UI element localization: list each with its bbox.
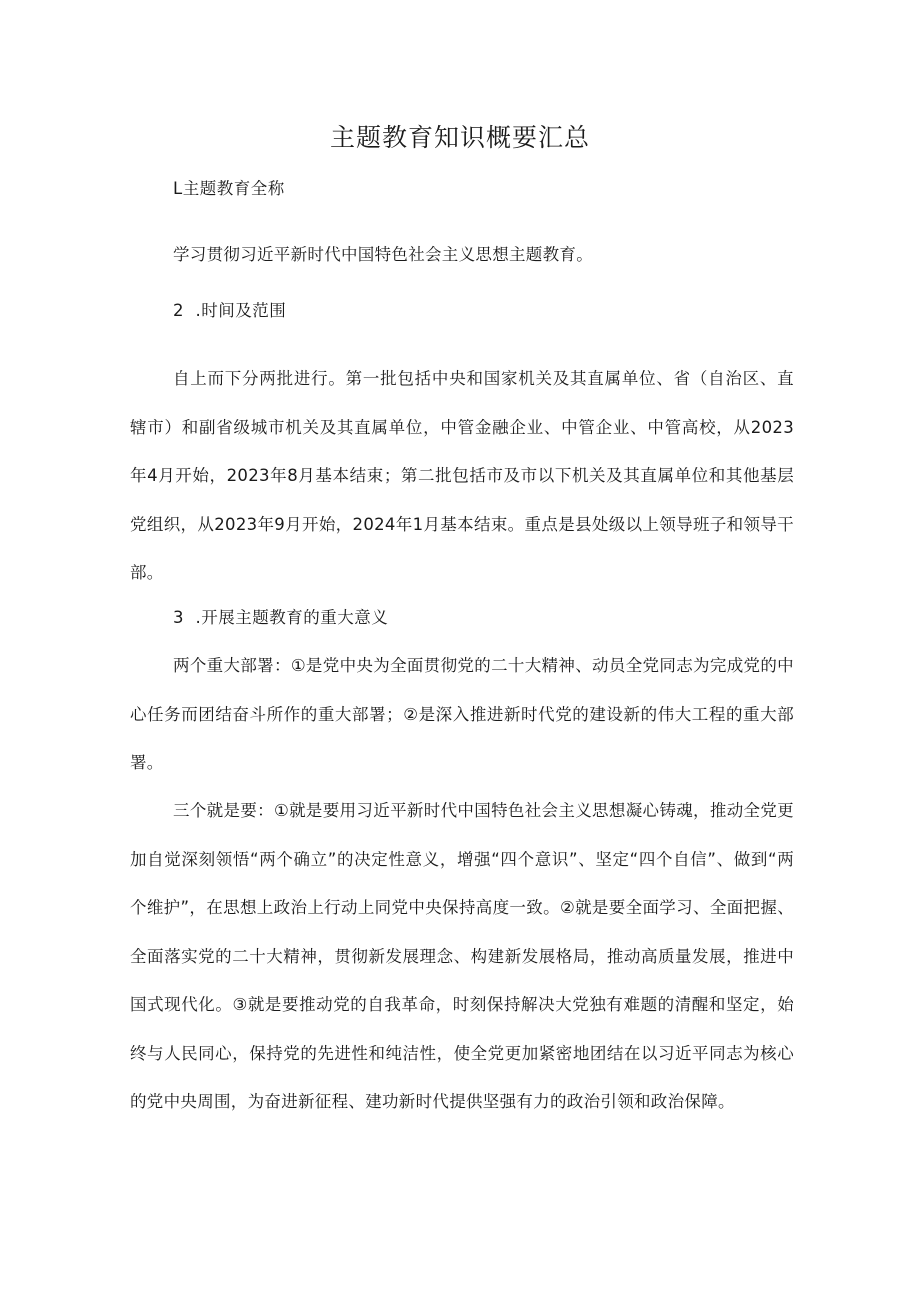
- section-heading-3: 3 .开展主题教育的重大意义: [173, 608, 389, 627]
- section-1-paragraph-1: 学习贯彻习近平新时代中国特色社会主义思想主题教育。: [173, 245, 593, 264]
- section-3-paragraph-1: 两个重大部署：①是党中央为全面贯彻党的二十大精神、动员全党同志为完成党的中心任务而团结奋斗所作的重大部署；②是深入推进新时代党的建设新的伟大工程的重大部署。: [130, 656, 794, 772]
- section-3-paragraph-2: 三个就是要：①就是要用习近平新时代中国特色社会主义思想凝心铸魂，推动全党更加自觉深刻领悟“两个确立”的决定性意义，增强“四个意识”、坚定“四个自信”、做到“两个维护”，在思想上政治上行动上同党中央保持高度一致。②就是要全面学习、全面把握、全面落实党的二十大精神，贯彻新发展理念、构建新发展格局，推动高质量发展，推进中国式现代化。③就是要推动党的自我革命，时刻保持解决大党独有难题的清醒和坚定，始终与人民同心，保持党的先进性和纯洁性，使全党更加紧密地团结在以习近平同志为核心的党中央周围，为奋进新征程、建功新时代提供坚强有力的政治引领和政治保障。: [130, 801, 794, 1111]
- section-2-paragraph-1: 自上而下分两批进行。第一批包括中央和国家机关及其直属单位、省（自治区、直辖市）和副省级城市机关及其直属单位，中管金融企业、中管企业、中管高校，从2023年4月开始，2023年8月基本结束；第二批包括市及市以下机关及其直属单位和其他基层党组织，从2023年9月开始，2024年1月基本结束。重点是县处级以上领导班子和领导干部。: [130, 369, 794, 582]
- section-heading-1: L主题教育全称: [173, 179, 285, 198]
- document-title: 主题教育知识概要汇总: [329, 123, 590, 152]
- section-heading-2: 2 .时间及范围: [173, 301, 287, 320]
